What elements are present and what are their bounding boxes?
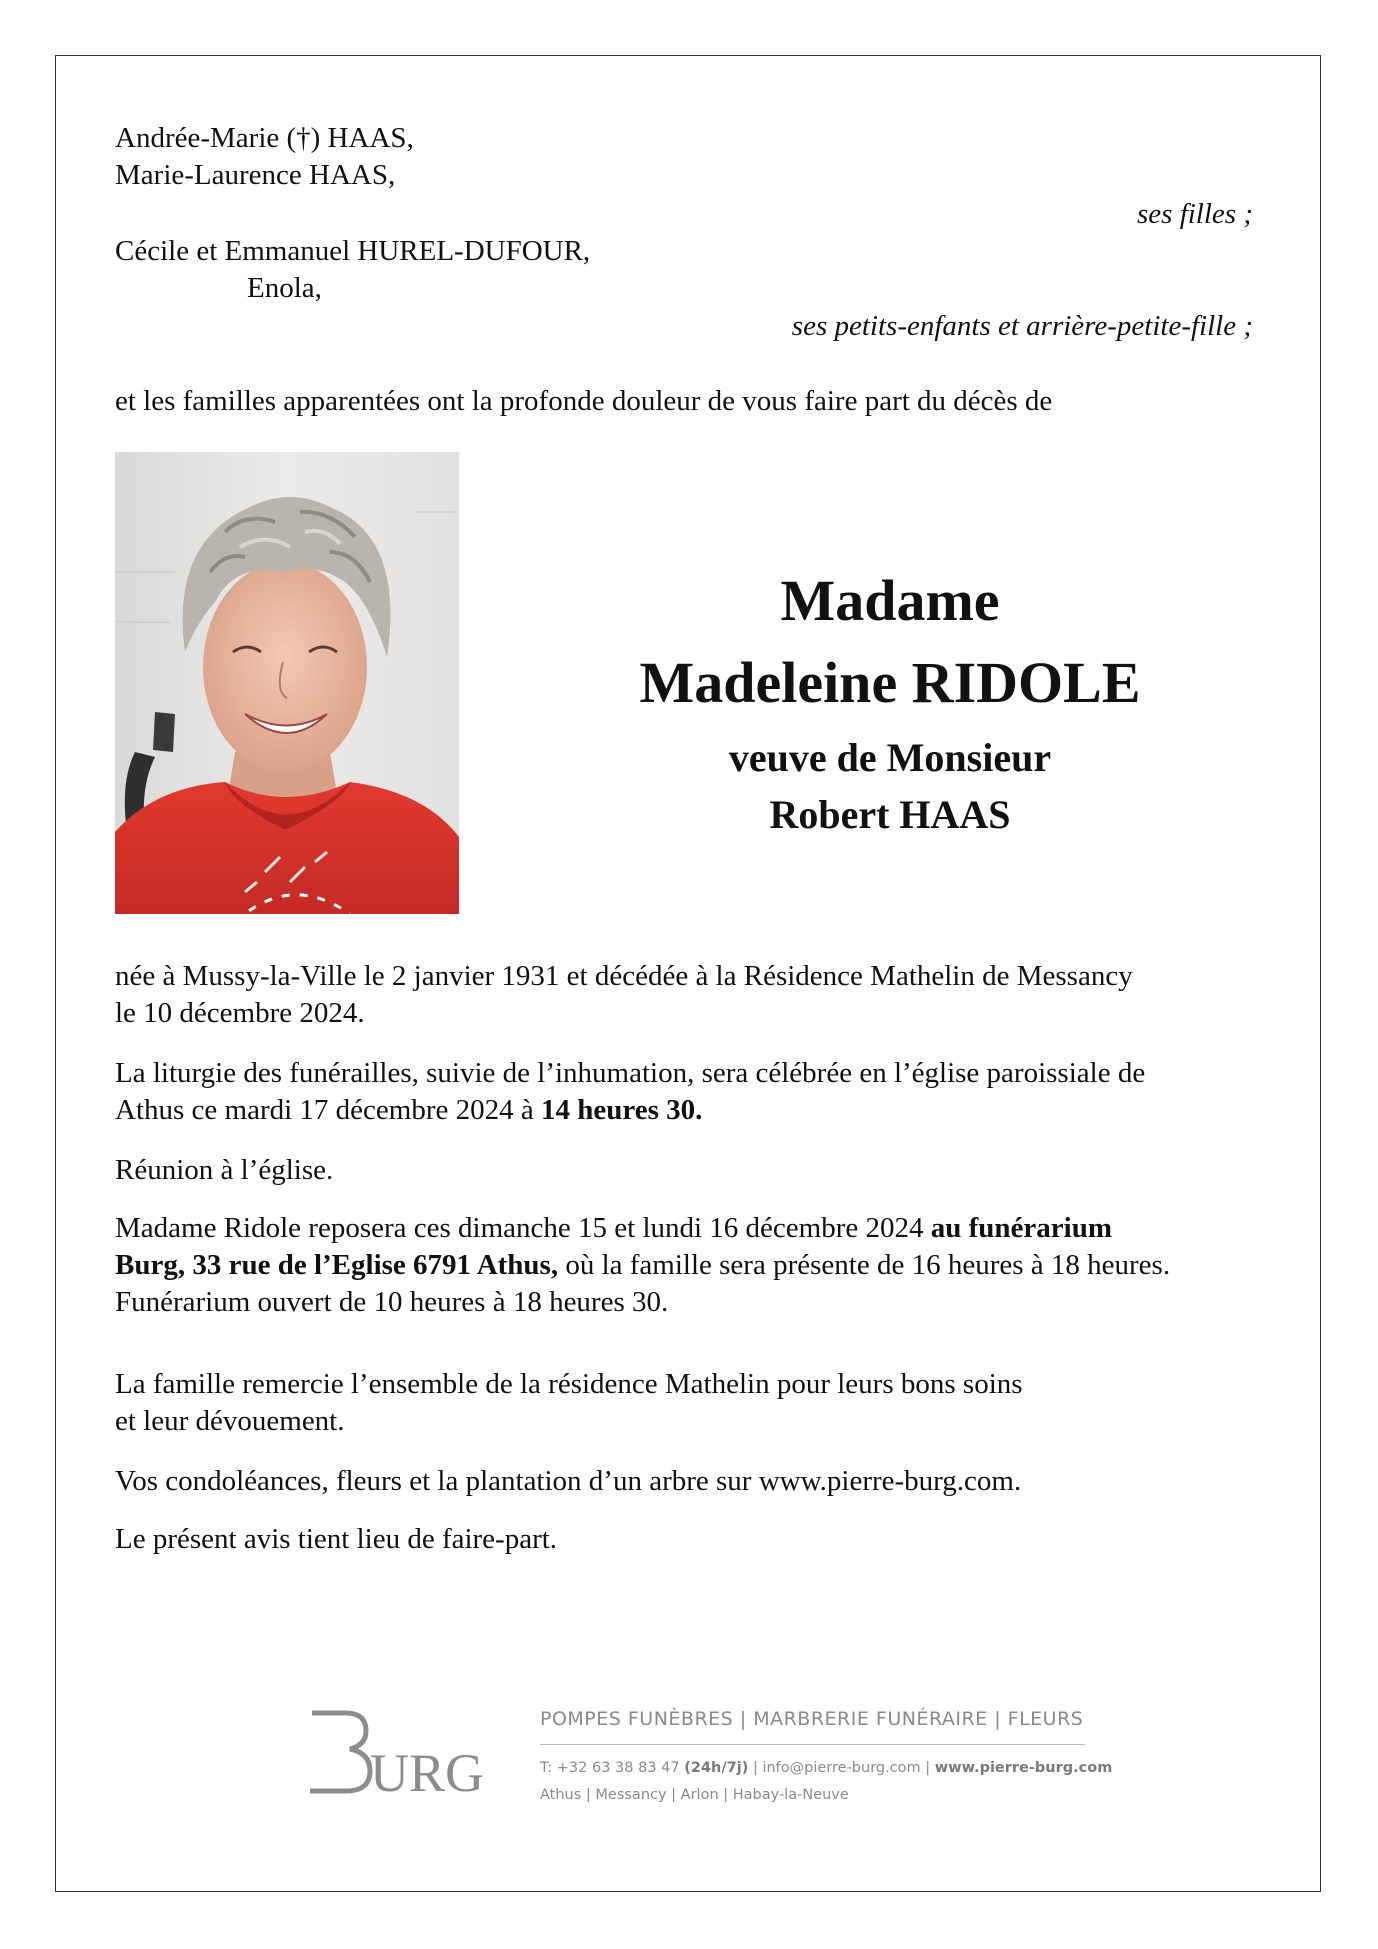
condolences-paragraph: Vos condoléances, fleurs et la plantation d’un arbre sur www.pierre-burg.com.: [115, 1465, 1022, 1497]
resting-paragraph: [115, 1210, 1315, 1321]
liturgy-time: 14 heures 30.: [541, 1094, 703, 1126]
family-line-andree-marie: Andrée-Marie (†) HAAS,: [115, 122, 414, 154]
birth-death-line-2: le 10 décembre 2024.: [115, 997, 365, 1029]
resting-dates: Madame Ridole reposera ces dimanche 15 et lundi 16 décembre 2024: [115, 1212, 931, 1244]
footer-divider: [540, 1744, 1085, 1745]
notice-paragraph: Le présent avis tient lieu de faire-part.: [115, 1523, 558, 1555]
footer-services: POMPES FUNÈBRES | MARBRERIE FUNÉRAIRE | FLEURS: [540, 1708, 1084, 1730]
resting-line-1: [115, 1210, 1315, 1247]
footer-phone: T: +32 63 38 83 47: [540, 1760, 685, 1776]
footer-locations: Athus | Messancy | Arlon | Habay-la-Neuve: [540, 1787, 849, 1803]
family-presence: où la famille sera présente de 16 heures à 18 heures.: [558, 1249, 1171, 1281]
resting-place-start: au funérarium: [930, 1212, 1113, 1244]
liturgy-line-1: La liturgie des funérailles, suivie de l’inhumation, sera célébrée en l’église paroissiale de: [115, 1057, 1146, 1089]
family-line-cecile-emmanuel: Cécile et Emmanuel HUREL-DUFOUR,: [115, 235, 591, 267]
spouse-name: Robert HAAS: [769, 792, 1011, 837]
announcement-intro: et les familles apparentées ont la profonde douleur de vous faire part du décès de: [115, 385, 1053, 417]
footer-website[interactable]: www.pierre-burg.com: [934, 1760, 1113, 1776]
burg-logo: [306, 1705, 496, 1795]
funerarium-hours: Funérarium ouvert de 10 heures à 18 heures 30.: [115, 1286, 669, 1318]
birth-death-paragraph: [115, 958, 1315, 1032]
birth-death-line-1: née à Mussy-la-Ville le 2 janvier 1931 et décédée à la Résidence Mathelin de Messancy: [115, 960, 1133, 992]
deceased-title: Madame: [780, 568, 1000, 633]
reunion-paragraph: Réunion à l’église.: [115, 1154, 334, 1186]
resting-address: Burg, 33 rue de l’Eglise 6791 Athus,: [115, 1249, 559, 1281]
thanks-line-2: et leur dévouement.: [115, 1405, 345, 1437]
thanks-paragraph: [115, 1366, 1315, 1440]
footer-contact: [540, 1760, 1112, 1776]
liturgy-paragraph: [115, 1055, 1315, 1129]
portrait-photo: [115, 452, 459, 914]
logo-letters: URG: [370, 1743, 485, 1795]
footer-email: | info@pierre-burg.com |: [748, 1760, 935, 1776]
daughters-label: ses filles ;: [1137, 198, 1253, 230]
liturgy-line-2: [115, 1092, 1315, 1129]
grandchildren-label: ses petits-enfants et arrière-petite-fille ;: [791, 310, 1253, 342]
footer-phone-hours: (24h/7j): [684, 1760, 749, 1776]
family-line-enola: Enola,: [247, 272, 322, 304]
deceased-name: Madeleine RIDOLE: [639, 650, 1141, 715]
resting-line-2: [115, 1247, 1315, 1284]
family-line-marie-laurence: Marie-Laurence HAAS,: [115, 159, 396, 191]
liturgy-date: Athus ce mardi 17 décembre 2024 à: [115, 1094, 541, 1126]
widow-of-label: veuve de Monsieur: [728, 735, 1052, 780]
thanks-line-1: La famille remercie l’ensemble de la résidence Mathelin pour leurs bons soins: [115, 1368, 1023, 1400]
